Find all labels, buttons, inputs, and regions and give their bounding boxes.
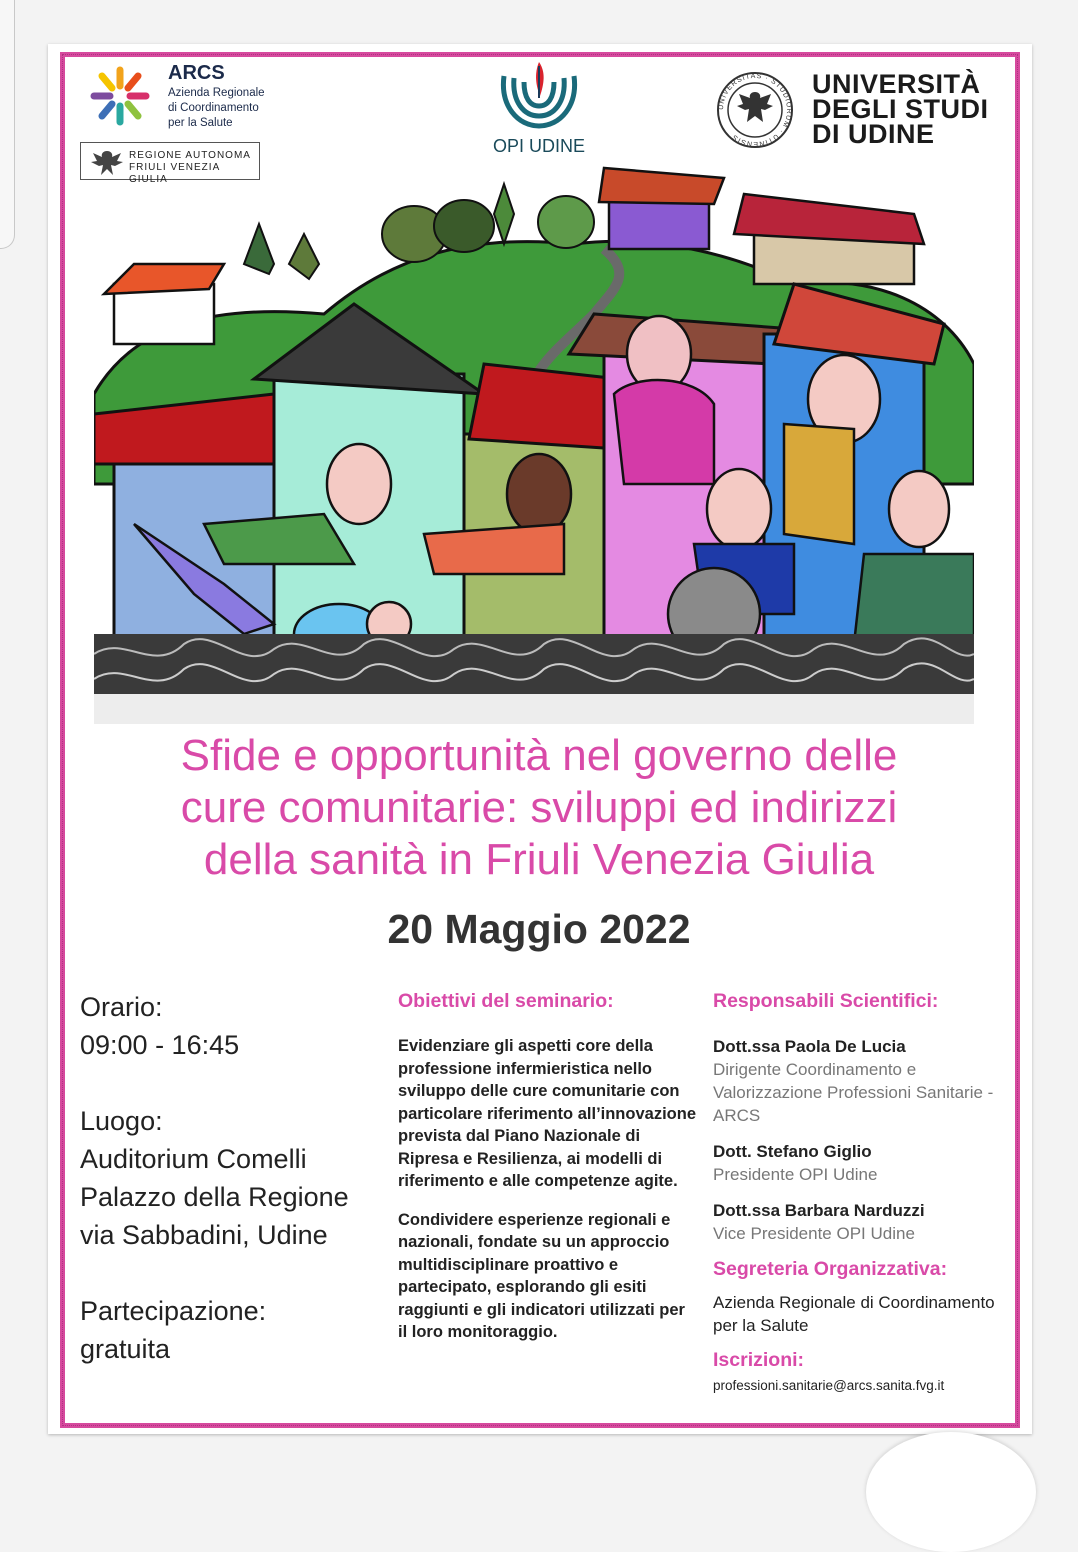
segreteria-text: Azienda Regionale di Coordinamento per la Salute xyxy=(713,1293,995,1335)
responsabile-entry xyxy=(713,1199,1013,1245)
scribbled-ground xyxy=(94,634,974,724)
orario-block xyxy=(80,988,390,1064)
responsabile-entry xyxy=(713,1140,1013,1186)
opi-logo xyxy=(474,56,604,166)
title-line: della sanità in Friuli Venezia Giulia xyxy=(203,835,875,884)
region-line: FRIULI VENEZIA GIULIA xyxy=(129,162,220,185)
event-title xyxy=(62,730,1016,886)
partecipazione-label: Partecipazione: xyxy=(80,1296,267,1326)
responsabile-role: Dirigente Coordinamento e Valorizzazione Professioni Sanitarie - ARCS xyxy=(713,1060,994,1125)
university-line: DI UDINE xyxy=(812,119,935,149)
responsabili-heading: Responsabili Scientifici: xyxy=(713,990,939,1012)
segreteria-heading: Segreteria Organizzativa: xyxy=(713,1258,948,1280)
objectives-section xyxy=(398,990,698,1344)
opi-hands-icon xyxy=(474,56,604,136)
university-name xyxy=(812,69,1012,149)
university-seal-icon xyxy=(715,70,795,150)
community-illustration xyxy=(94,164,974,724)
luogo-line: Auditorium Comelli xyxy=(80,1144,307,1174)
arcs-subtitle-line: per la Salute xyxy=(168,117,233,129)
objectives-heading: Obiettivi del seminario: xyxy=(398,990,614,1012)
floating-action-button[interactable] xyxy=(866,1432,1036,1552)
university-line: DEGLI STUDI xyxy=(812,94,989,124)
orario-value: 09:00 - 16:45 xyxy=(80,1030,240,1060)
objectives-paragraph: Evidenziare gli aspetti core della professione infermieristica nello sviluppo delle cure comunitarie con particolare riferimento all’innovazione prevista dal Piano Nazionale di Ripresa e Resilienza, ai modelli di riferimento e alle competenze agite. xyxy=(398,1037,696,1190)
responsabile-name: Dott. Stefano Giglio xyxy=(713,1142,872,1161)
event-info xyxy=(80,988,390,1406)
title-line: Sfide e opportunità nel governo delle xyxy=(180,731,898,780)
university-line: UNIVERSITÀ xyxy=(812,69,981,99)
luogo-line: via Sabbadini, Udine xyxy=(80,1220,328,1250)
event-date: 20 Maggio 2022 xyxy=(387,906,691,952)
responsabile-entry xyxy=(713,1035,1013,1127)
responsabile-name: Dott.ssa Barbara Narduzzi xyxy=(713,1201,925,1220)
opi-name: OPI UDINE xyxy=(492,136,585,156)
partecipazione-value: gratuita xyxy=(80,1334,171,1364)
arcs-subtitle-line: di Coordinamento xyxy=(168,102,259,114)
objectives-paragraph: Condividere esperienze regionali e nazionali, fondate su un approccio multidisciplinare proattivo e partecipato, esplorando gli esiti raggiunti e gli indicatori utilizzati per il loro monitoraggio. xyxy=(398,1210,685,1341)
iscrizioni-heading: Iscrizioni: xyxy=(713,1349,805,1371)
arcs-subtitle xyxy=(168,86,288,131)
luogo-line: Palazzo della Regione xyxy=(80,1182,349,1212)
responsabile-role: Presidente OPI Udine xyxy=(713,1165,878,1184)
arcs-name: ARCS xyxy=(168,62,225,84)
responsabile-name: Dott.ssa Paola De Lucia xyxy=(713,1037,906,1056)
responsabile-role: Vice Presidente OPI Udine xyxy=(713,1224,915,1243)
arcs-subtitle-line: Azienda Regionale xyxy=(168,87,265,99)
region-line: REGIONE AUTONOMA xyxy=(129,150,251,161)
iscrizioni-email[interactable]: professioni.sanitarie@arcs.sanita.fvg.it xyxy=(713,1378,945,1393)
luogo-block xyxy=(80,1102,390,1254)
arcs-logo xyxy=(80,62,280,132)
orario-label: Orario: xyxy=(80,992,163,1022)
partecipazione-block xyxy=(80,1292,390,1368)
title-line: cure comunitarie: sviluppi ed indirizzi xyxy=(180,783,898,832)
side-panel-tab[interactable] xyxy=(0,0,15,249)
arcs-star-icon xyxy=(80,62,160,132)
luogo-label: Luogo: xyxy=(80,1106,163,1136)
responsabili-section xyxy=(713,990,1013,1393)
seal-text: UNIVERSITAS · STUDIORUM · UTINENSIS xyxy=(717,72,793,148)
